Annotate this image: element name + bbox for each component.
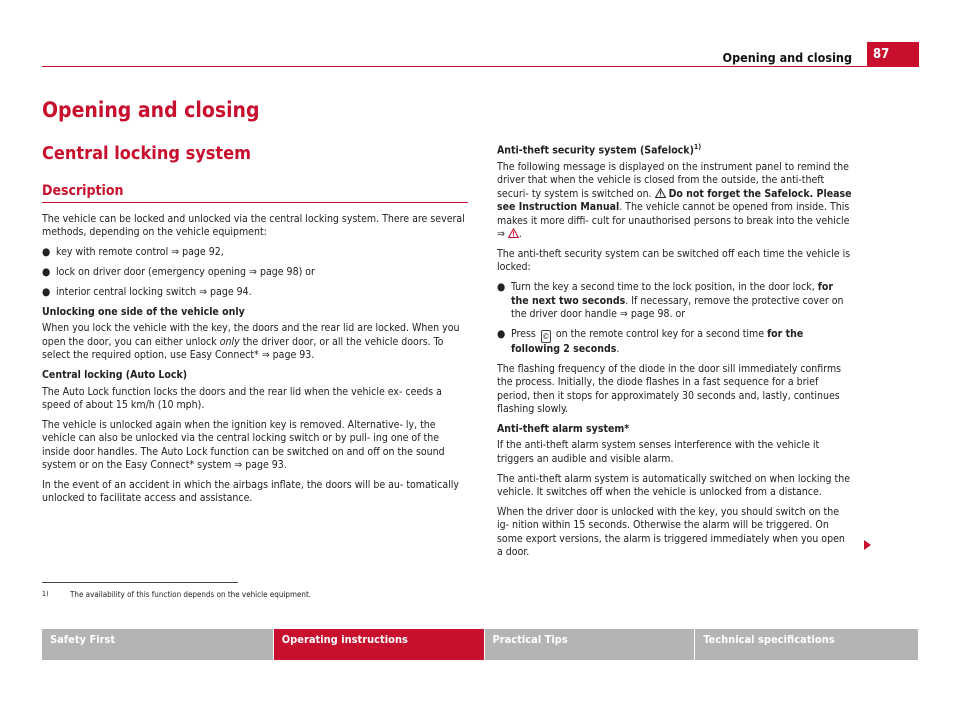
paragraph: The anti-theft security system can be switched off each time the vehicle is locked: — [497, 247, 851, 274]
list-item: ● Turn the key a second time to the lock position, in the door lock, for the next two seconds. If necessary, remove the protective cover on the driver door handle ⇒ page 98. or — [497, 281, 844, 320]
bullet-icon: ● — [497, 281, 506, 294]
tab-practical-tips[interactable]: Practical Tips — [485, 629, 695, 660]
header-title: Opening and closing — [722, 50, 852, 65]
tab-safety-first[interactable]: Safety First — [42, 629, 273, 660]
bullet-icon: ● — [42, 246, 51, 259]
intro-paragraph: The vehicle can be locked and unlocked via the central locking system. There are several methods, depending on the vehicle equipment: — [42, 213, 465, 239]
warning-link-icon[interactable] — [508, 228, 519, 238]
list-item: ● lock on driver door (emergency opening ⇒ page 98) or — [42, 266, 315, 279]
paragraph: When you lock the vehicle with the key, the doors and the rear lid are locked. When you open the door, you can either unlock only the driver door, or all the vehicle doors. To select the required option, use Easy Connect* ⇒ page 93. — [42, 322, 460, 362]
paragraph: The vehicle is unlocked again when the ignition key is removed. Alternative- ly, the vehicle can also be unlocked via the central locking switch or by pull- ing one of the inside door handles. The Auto Lock function can be switched on and off on the sound system or on the Easy Connect* system ⇒ page 93. — [42, 418, 445, 472]
footnote-rule — [42, 582, 238, 583]
subheading-safelock: Anti-theft security system (Safelock)$^{1)}$ — [497, 143, 702, 157]
subsection-title: Description — [42, 183, 124, 199]
paragraph: The following message is displayed on the instrument panel to remind the driver that when the vehicle is closed from the outside, the anti-theft securi- ty system is switched on. Do not forget the Safelock. Please see Instruction Manual. The vehicle cannot be opened from inside. This makes it more diffi- cult for unauthorised persons to break into the vehicle ⇒ . — [497, 160, 852, 240]
paragraph: The flashing frequency of the diode in the door sill immediately confirms the process. Initially, the diode flashes in a fast sequence for a brief period, then it stops for approximately 30 seconds and, lastly, continues flashing slowly. — [497, 362, 842, 415]
paragraph: When the driver door is unlocked with the key, you should switch on the ig- nition within 15 seconds. Otherwise the alarm will be triggered. On some export versions, the alarm is triggered immediately when you open a door. — [497, 505, 845, 559]
list-item: ● interior central locking switch ⇒ page 94. — [42, 286, 252, 299]
right-column — [497, 141, 853, 566]
footnote-text: The availability of this function depends on the vehicle equipment. — [70, 590, 312, 599]
tab-technical-specifications[interactable]: Technical specifications — [695, 629, 918, 660]
paragraph: In the event of an accident in which the airbags inflate, the doors will be au- tomatically unlocked to facilitate access and assistance. — [42, 479, 459, 505]
subheading-alarm: Anti-theft alarm system* — [497, 422, 630, 435]
paragraph: The anti-theft alarm system is automatically switched on when locking the vehicle. It switches off when the vehicle is unlocked from a distance. — [497, 472, 851, 499]
bullet-icon: ● — [497, 327, 506, 340]
subsection-rule — [42, 202, 468, 203]
paragraph: If the anti-theft alarm system senses interference with the vehicle it triggers an audible and visible alarm. — [497, 439, 820, 465]
left-column — [42, 213, 466, 512]
bullet-icon: ● — [42, 286, 51, 299]
continue-arrow-icon — [864, 540, 871, 550]
chapter-title: Opening and closing — [42, 98, 260, 122]
subheading-auto-lock: Central locking (Auto Lock) — [42, 369, 188, 382]
section-title: Central locking system — [42, 143, 252, 164]
list-item: ● Press © on the remote control key for a second time for the following 2 seconds. — [497, 327, 804, 355]
subheading-unlocking: Unlocking one side of the vehicle only — [42, 306, 245, 319]
lock-key-icon: © — [542, 331, 550, 341]
page-number: 87 — [867, 42, 919, 67]
footer-nav — [42, 629, 918, 660]
header-rule — [42, 66, 867, 67]
warning-icon — [655, 188, 666, 198]
footnote-mark: 1) — [42, 590, 49, 598]
footnote-reference: 1) — [693, 143, 702, 151]
tab-operating-instructions[interactable]: Operating instructions — [274, 629, 484, 660]
bullet-icon: ● — [42, 266, 51, 279]
paragraph: The Auto Lock function locks the doors and the rear lid when the vehicle ex- ceeds a speed of about 15 km/h (10 mph). — [42, 385, 442, 411]
list-item: ● key with remote control ⇒ page 92, — [42, 246, 224, 259]
footnote — [42, 590, 311, 599]
